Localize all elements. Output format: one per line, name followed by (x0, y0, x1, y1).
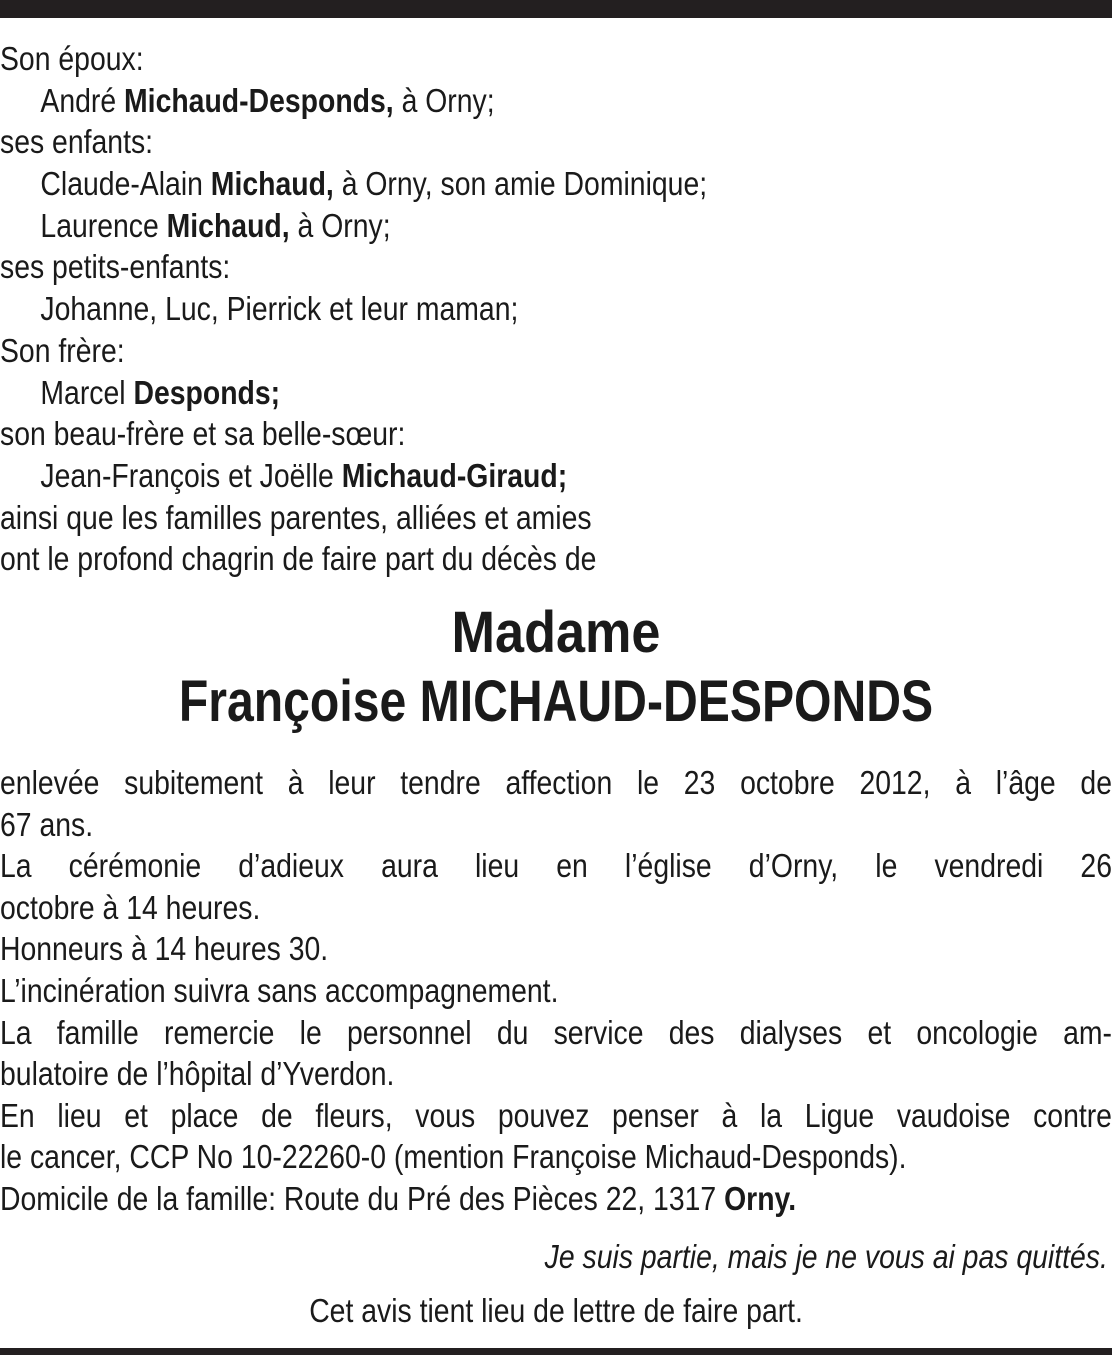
inlaws-surname: Michaud-Giraud; (341, 456, 568, 494)
child-1-surname: Michaud, (210, 165, 334, 203)
body-line-5: Honneurs à 14 heures 30. (0, 930, 329, 968)
brother-heading: Son frère: (0, 331, 125, 369)
inlaws-heading: son beau-frère et sa belle-sœur: (0, 415, 406, 453)
inlaws-line: Jean-François et Joëlle Michaud-Giraud; (40, 456, 568, 494)
child-2-surname: Michaud, (166, 206, 290, 244)
body-line-6: L’incinération suivra sans accompagnement. (0, 971, 559, 1009)
deceased-title: Madame (451, 600, 661, 665)
deceased-name: Françoise MICHAUD-DESPONDS (178, 669, 934, 734)
body-line-9: En lieu et place de fleurs, vous pouvez penser à la Ligue vaudoise contre (0, 1096, 1112, 1134)
closing-text: Cet avis tient lieu de lettre de faire part. (309, 1292, 803, 1329)
child-line-1: Claude-Alain Michaud, à Orny, son amie Dominique; (40, 165, 708, 203)
bottom-rule (0, 1348, 1112, 1355)
top-rule (0, 0, 1112, 18)
grandchildren-line: Johanne, Luc, Pierrick et leur maman; (40, 290, 519, 328)
body-line-10: le cancer, CCP No 10-22260-0 (mention Françoise Michaud-Desponds). (0, 1138, 907, 1176)
body-line-4: octobre à 14 heures. (0, 888, 261, 926)
body-line-3: La cérémonie d’adieux aura lieu en l’église d’Orny, le vendredi 26 (0, 847, 1112, 885)
spouse-line: André Michaud-Desponds, à Orny; (40, 81, 495, 119)
body-line-7: La famille remercie le personnel du service des dialyses et oncologie am- (0, 1013, 1112, 1051)
grandchildren-heading: ses petits-enfants: (0, 248, 231, 286)
brother-surname: Desponds; (133, 373, 281, 411)
families-line: ainsi que les familles parentes, alliées et amies (0, 498, 592, 536)
body-line-2: 67 ans. (0, 805, 94, 843)
closing-line (0, 1290, 1112, 1332)
body-line-1: enlevée subitement à leur tendre affection le 23 octobre 2012, à l’âge de (0, 764, 1112, 801)
body-line-11: Domicile de la famille: Route du Pré des Pièces 22, 1317 Orny. (0, 1179, 797, 1217)
children-heading: ses enfants: (0, 123, 154, 161)
deceased-name-block (0, 600, 1112, 738)
body-line-8: bulatoire de l’hôpital d’Yverdon. (0, 1055, 395, 1093)
domicile-town: Orny. (724, 1179, 797, 1217)
family-list (0, 38, 1112, 580)
announce-line: ont le profond chagrin de faire part du décès de (0, 540, 597, 578)
spouse-surname: Michaud-Desponds, (124, 81, 394, 119)
brother-line: Marcel Desponds; (40, 373, 281, 411)
child-line-2: Laurence Michaud, à Orny; (40, 206, 391, 244)
notice-body (0, 762, 1112, 1220)
spouse-heading: Son époux: (0, 40, 144, 77)
quote: Je suis partie, mais je ne vous ai pas quittés. (544, 1238, 1108, 1275)
